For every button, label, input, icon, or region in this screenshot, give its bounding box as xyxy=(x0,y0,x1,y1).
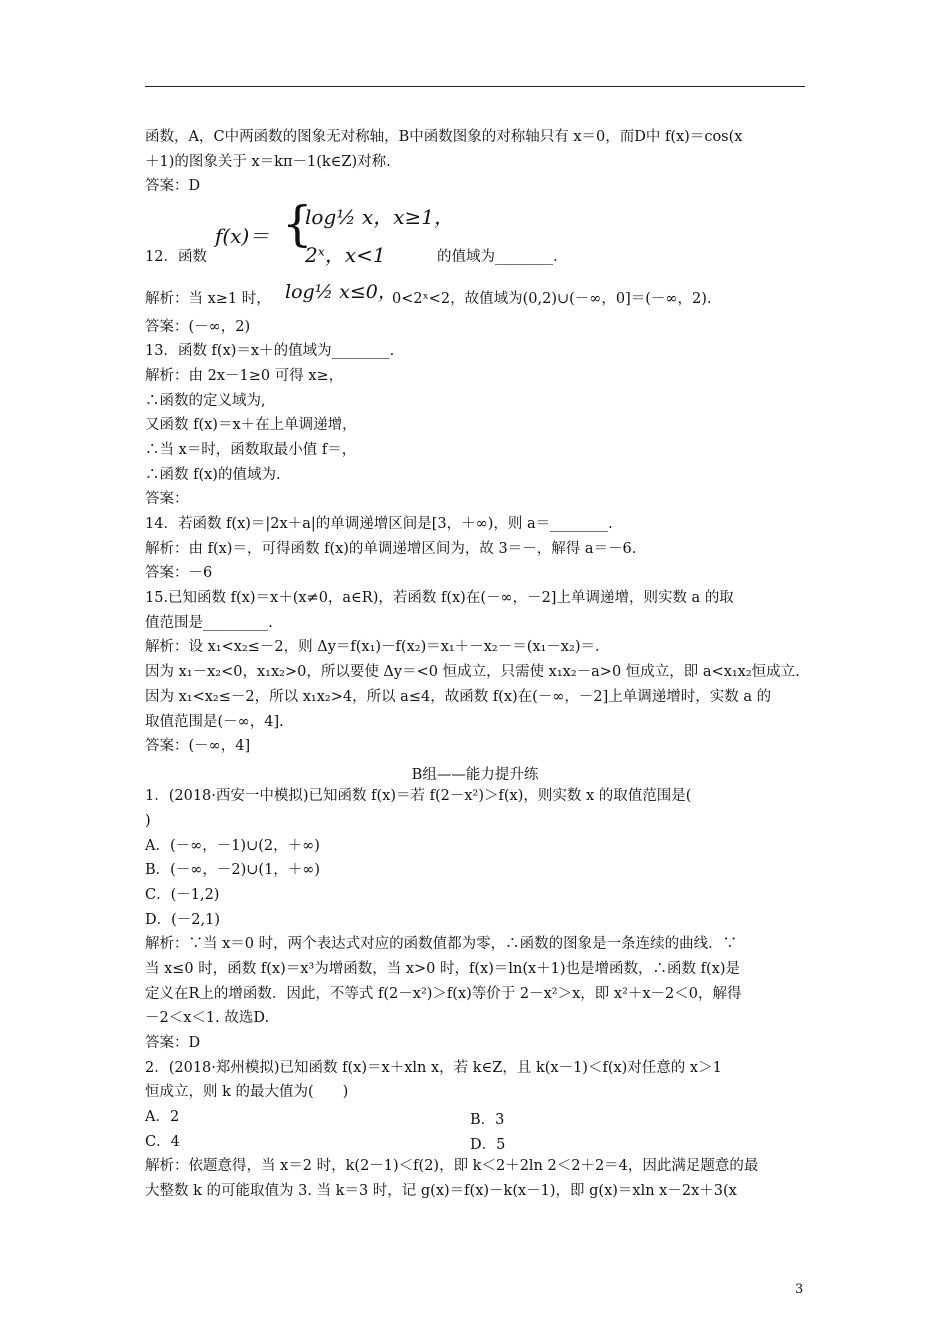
option-b: B．(－∞，－2)∪(1，＋∞) xyxy=(145,862,321,878)
text-line: 解析：当 x≥1 时， xyxy=(145,291,271,307)
text-line: 13．函数 f(x)＝x＋的值域为________. xyxy=(145,343,395,359)
text-line: 14．若函数 f(x)＝|2x＋a|的单调递增区间是[3，＋∞)，则 a＝________. xyxy=(145,516,613,532)
text-line: ＋1)的图象关于 x＝kπ－1(k∈Z)对称. xyxy=(145,154,391,170)
text-line: 因为 x₁－x₂<0，x₁x₂>0，所以要使 Δy＝<0 恒成立，只需使 x₁x₂－a>0 恒成立，即 a<x₁x₂恒成立. xyxy=(145,664,800,680)
text-line: 大整数 k 的可能取值为 3. 当 k＝3 时，记 g(x)＝f(x)－k(x－1)，即 g(x)＝xln x－2x＋3(x xyxy=(145,1183,737,1199)
text-line: 答案：(－∞，2) xyxy=(145,319,251,335)
page-number: 3 xyxy=(795,1282,804,1297)
q12-case2: 2ˣ，x<1 xyxy=(305,243,386,267)
text-line: 当 x≤0 时，函数 f(x)＝x³为增函数，当 x>0 时，f(x)＝ln(x＋1)也是增函数，∴函数 f(x)是 xyxy=(145,961,741,977)
text-line: 恒成立，则 k 的最大值为( ) xyxy=(145,1084,349,1100)
option-a: A．(－∞，－1)∪(2，＋∞) xyxy=(145,838,320,854)
text-line: 又函数 f(x)＝x＋在上单调递增， xyxy=(145,417,357,433)
text-line: －2＜x＜1. 故选D. xyxy=(145,1010,270,1026)
text-line: 定义在R上的增函数．因此，不等式 f(2－x²)＞f(x)等价于 2－x²＞x，即 x²＋x－2＜0，解得 xyxy=(145,986,742,1002)
text-line: 答案：D xyxy=(145,1035,201,1051)
text-line: 解析：设 x₁<x₂≤－2，则 Δy＝f(x₁)－f(x₂)＝x₁＋－x₂－＝(x₁－x₂)＝. xyxy=(145,639,600,655)
q12-suffix: 的值域为________. xyxy=(437,249,558,265)
text-line: 解析：由 2x－1≥0 可得 x≥， xyxy=(145,368,344,384)
text-line: 答案： xyxy=(145,491,189,507)
q12-brace: { xyxy=(282,196,313,252)
text-line: 取值范围是(－∞，4]. xyxy=(145,714,284,730)
text-line: 解析：由 f(x)＝，可得函数 f(x)的单调递增区间为，故 3＝－，解得 a＝－6. xyxy=(145,541,637,557)
section-heading: B组——能力提升练 xyxy=(411,767,539,783)
option-c: C．4 xyxy=(145,1134,180,1150)
text-line: 答案：(－∞，4] xyxy=(145,738,251,754)
text-line: ∴函数的定义域为, xyxy=(145,393,266,409)
option-c: C．(－1,2) xyxy=(145,887,220,903)
text-line: 解析：依题意得，当 x＝2 时，k(2－1)＜f(2)，即 k＜2＋2ln 2＜2＋2＝4，因此满足题意的最 xyxy=(145,1158,759,1174)
option-d: D．(－2,1) xyxy=(145,912,220,928)
text-line: 2．(2018·郑州模拟)已知函数 f(x)＝x＋xln x，若 k∈Z，且 k(x－1)＜f(x)对任意的 x＞1 xyxy=(145,1060,722,1076)
text-line: 答案：D xyxy=(145,178,201,194)
sol12-formula: log½ x≤0， xyxy=(285,281,397,303)
sol12-rest: 0<2ˣ<2，故值域为(0,2)∪(－∞，0]＝(－∞，2). xyxy=(392,291,712,307)
text-line: ) xyxy=(145,813,151,829)
header-rule xyxy=(145,86,805,87)
option-d: D．5 xyxy=(470,1137,506,1153)
text-line: 答案：－6 xyxy=(145,565,213,581)
text-line: 15.已知函数 f(x)＝x＋(x≠0，a∈R)，若函数 f(x)在(－∞，－2]上单调递增，则实数 a 的取 xyxy=(145,590,734,606)
text-line: 因为 x₁<x₂≤－2，所以 x₁x₂>4，所以 a≤4，故函数 f(x)在(－∞，－2]上单调递增时，实数 a 的 xyxy=(145,689,772,705)
text-line: ∴当 x＝时，函数取最小值 f＝， xyxy=(145,442,357,458)
text-line: ∴函数 f(x)的值域为. xyxy=(145,467,281,483)
text-line: 函数，A，C中两函数的图象无对称轴，B中函数图象的对称轴只有 x＝0，而D中 f(x)＝cos(x xyxy=(145,129,743,145)
text-line: 解析：∵当 x＝0 时，两个表达式对应的函数值都为零，∴函数的图象是一条连续的曲线．∵ xyxy=(145,936,738,952)
option-b: B．3 xyxy=(470,1112,505,1128)
text-line: 1．(2018·西安一中模拟)已知函数 f(x)＝若 f(2－x²)＞f(x)，则实数 x 的取值范围是( xyxy=(145,788,692,804)
q12-case1: log½ x，x≥1， xyxy=(305,205,455,229)
q12-prefix: 12．函数 xyxy=(145,249,207,265)
text-line: 值范围是_________. xyxy=(145,615,273,631)
q12-fx: f(x)＝ xyxy=(215,224,270,248)
option-a: A．2 xyxy=(145,1109,180,1125)
